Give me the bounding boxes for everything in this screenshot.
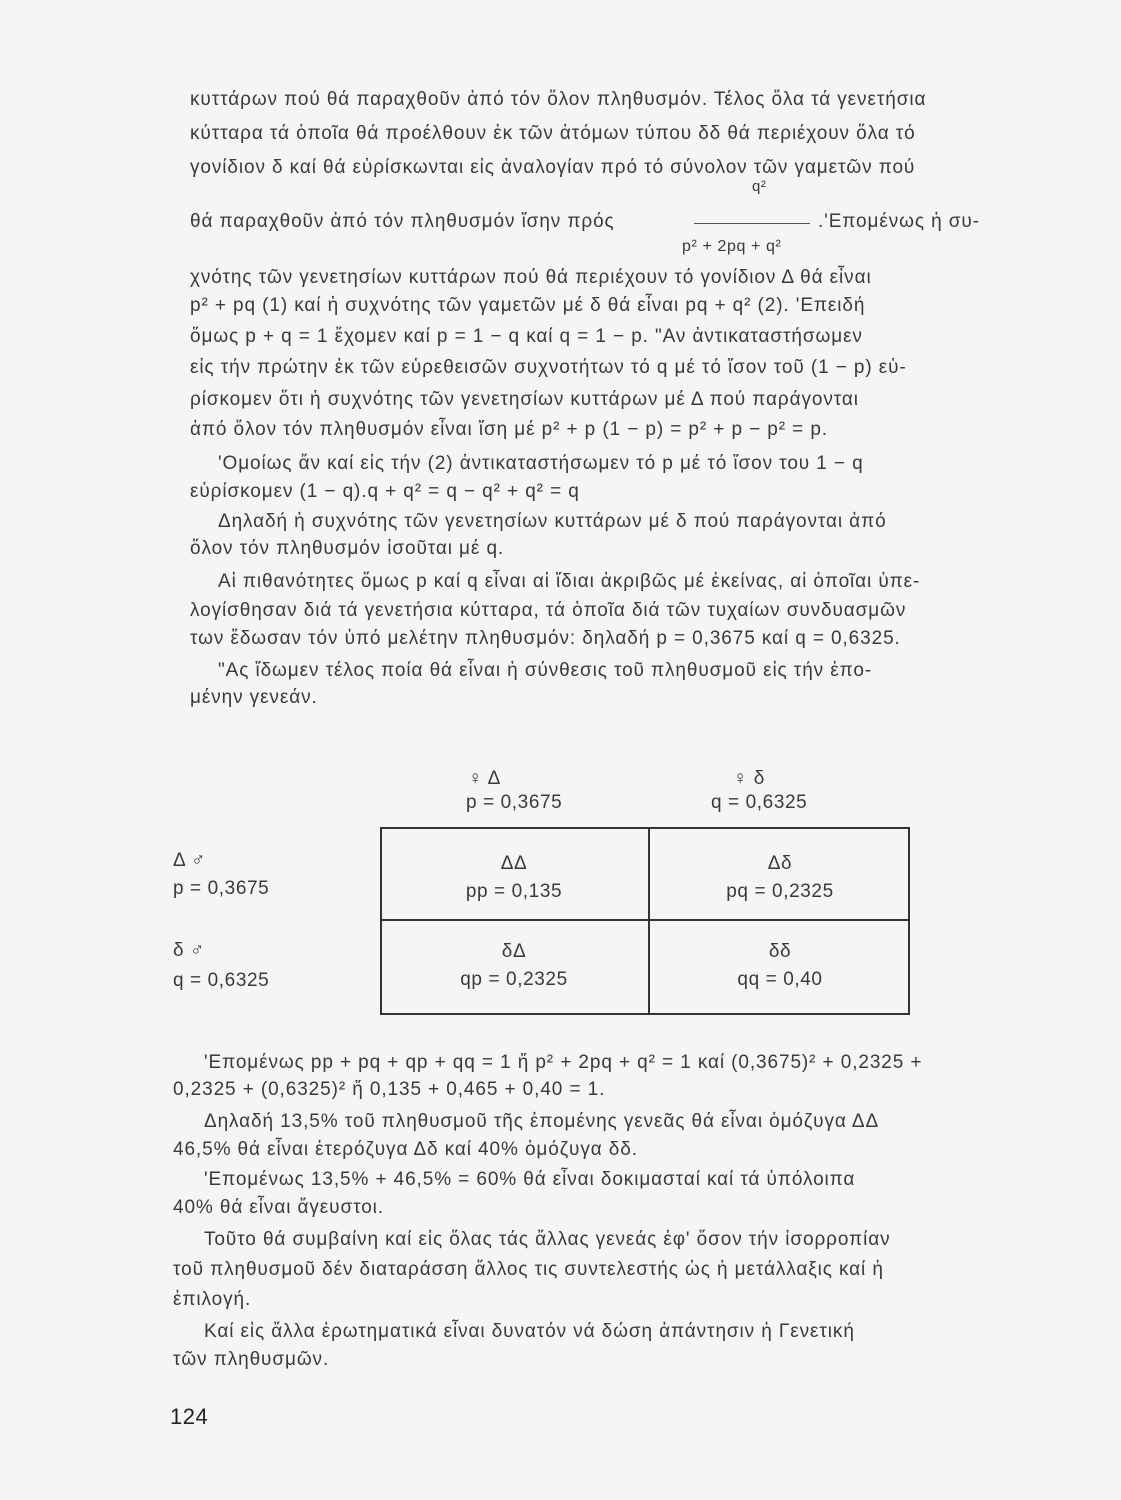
- row1-header: Δ ♂: [173, 850, 206, 871]
- text-line-5: χνότης τῶν γενετησίων κυττάρων πού θά περιέχουν τό γονίδιον Δ θά εἶναι: [190, 267, 872, 288]
- text-line-26: Τοῦτο θά συμβαίνη καί εἰς ὅλας τάς ἄλλας γενεάς ἐφ' ὅσον τήν ἰσορροπίαν: [204, 1229, 891, 1250]
- text-line-21: 0,2325 + (0,6325)² ἤ 0,135 + 0,465 + 0,40 = 1.: [173, 1079, 606, 1100]
- text-line-24: 'Επομένως 13,5% + 46,5% = 60% θά εἶναι δοκιμασταί καί τά ὑπόλοιπα: [204, 1169, 856, 1190]
- text-line-22: Δηλαδή 13,5% τοῦ πληθυσμοῦ τῆς ἑπομένης γενεᾶς θά εἶναι ὁμόζυγα ΔΔ: [204, 1111, 880, 1132]
- text-line-11: 'Ομοίως ἄν καί εἰς τήν (2) ἀντικαταστήσωμεν τό p μέ τό ἴσον του 1 − q: [218, 453, 864, 474]
- text-line-12: εὑρίσκομεν (1 − q).q + q² = q − q² + q² = q: [190, 481, 580, 502]
- cell-dd-value: qq = 0,40: [737, 969, 823, 990]
- cell-DD-value: pp = 0,135: [465, 881, 563, 902]
- grid-horizontal-divider: [382, 919, 908, 921]
- text-line-30: τῶν πληθυσμῶν.: [173, 1349, 330, 1370]
- cell-DD-genotype: ΔΔ: [500, 853, 528, 874]
- row1-value: p = 0,3675: [173, 878, 270, 899]
- text-line-14: ὅλον τόν πληθυσμόν ἰσοῦται μέ q.: [190, 538, 505, 559]
- text-line-20: 'Επομένως pp + pq + qp + qq = 1 ἤ p² + 2pq + q² = 1 καί (0,3675)² + 0,2325 +: [204, 1052, 923, 1073]
- fraction-numerator: q²: [752, 178, 767, 195]
- cell-dD-genotype: δΔ: [501, 941, 527, 962]
- text-line-23: 46,5% θά εἶναι ἑτερόζυγα Δδ καί 40% ὁμόζυγα δδ.: [173, 1139, 638, 1160]
- fraction-denominator: p² + 2pq + q²: [682, 238, 782, 255]
- text-line-15: Αἱ πιθανότητες ὅμως p καί q εἶναι αἱ ἴδιαι ἀκριβῶς μέ ἐκείνας, αἱ ὁποῖαι ὑπε-: [218, 571, 921, 592]
- cell-dd-genotype: δδ: [768, 941, 792, 962]
- text-line-2: κύτταρα τά ὁποῖα θά προέλθουν ἐκ τῶν ἀτόμων τύπου δδ θά περιέχουν ὅλα τό: [190, 123, 916, 144]
- page-number: 124: [170, 1404, 209, 1429]
- col1-value: p = 0,3675: [466, 792, 563, 813]
- text-line-7: ὅμως p + q = 1 ἔχομεν καί p = 1 − q καί q = 1 − p. "Αν ἀντικαταστήσωμεν: [190, 326, 863, 347]
- text-line-3: γονίδιον δ καί θά εὑρίσκωνται εἰς ἀναλογίαν πρό τό σύνολον τῶν γαμετῶν πού: [190, 157, 916, 178]
- text-line-19: μένην γενεάν.: [190, 687, 318, 708]
- text-line-17: των ἔδωσαν τόν ὑπό μελέτην πληθυσμόν: δηλαδή p = 0,3675 καί q = 0,6325.: [190, 628, 901, 649]
- text-line-13: Δηλαδή ἡ συχνότης τῶν γενετησίων κυττάρων μέ δ πού παράγονται ἀπό: [218, 511, 887, 532]
- fraction-bar: [694, 223, 810, 224]
- cell-Dd-genotype: Δδ: [767, 853, 793, 874]
- text-line-29: Καί εἰς ἄλλα ἐρωτηματικά εἶναι δυνατόν νά δώση ἀπάντησιν ἡ Γενετική: [204, 1321, 855, 1342]
- text-line-28: ἐπιλογή.: [173, 1289, 252, 1310]
- row2-header: δ ♂: [173, 940, 205, 961]
- row2-value: q = 0,6325: [173, 970, 270, 991]
- text-line-10: ἀπό ὅλον τόν πληθυσμόν εἶναι ἴση μέ p² + p (1 − p) = p² + p − p² = p.: [190, 419, 828, 440]
- cell-dD-value: qp = 0,2325: [460, 969, 568, 990]
- text-line-4-end: .'Επομένως ἡ συ-: [818, 211, 980, 232]
- text-line-16: λογίσθησαν διά τά γενετήσια κύτταρα, τά ὁποῖα διά τῶν τυχαίων συνδυασμῶν: [190, 600, 907, 621]
- text-line-1: κυττάρων πού θά παραχθοῦν ἀπό τόν ὅλον πληθυσμόν. Τέλος ὅλα τά γενετήσια: [190, 89, 927, 110]
- text-line-27: τοῦ πληθυσμοῦ δέν διαταράσση ἄλλος τις συντελεστής ὡς ἡ μετάλλαξις καί ἡ: [173, 1259, 884, 1280]
- cell-Dd-value: pq = 0,2325: [726, 881, 834, 902]
- col1-header: ♀ Δ: [468, 768, 501, 789]
- text-line-4: θά παραχθοῦν ἀπό τόν πληθυσμόν ἴσην πρός: [190, 211, 615, 232]
- text-line-25: 40% θά εἶναι ἄγευστοι.: [173, 1197, 384, 1218]
- punnett-square: [380, 827, 910, 1015]
- text-line-8: εἰς τήν πρώτην ἐκ τῶν εὑρεθεισῶν συχνοτήτων τό q μέ τό ἴσον τοῦ (1 − p) εὑ-: [190, 357, 907, 378]
- text-line-6: p² + pq (1) καί ἡ συχνότης τῶν γαμετῶν μέ δ θά εἶναι pq + q² (2). 'Επειδή: [190, 295, 866, 316]
- col2-value: q = 0,6325: [711, 792, 808, 813]
- text-line-9: ρίσκομεν ὅτι ἡ συχνότης τῶν γενετησίων κυττάρων μέ Δ πού παράγονται: [190, 389, 859, 410]
- col2-header: ♀ δ: [733, 768, 765, 789]
- text-line-18: "Ας ἴδωμεν τέλος ποία θά εἶναι ἡ σύνθεσις τοῦ πληθυσμοῦ εἰς τήν ἑπο-: [218, 660, 873, 681]
